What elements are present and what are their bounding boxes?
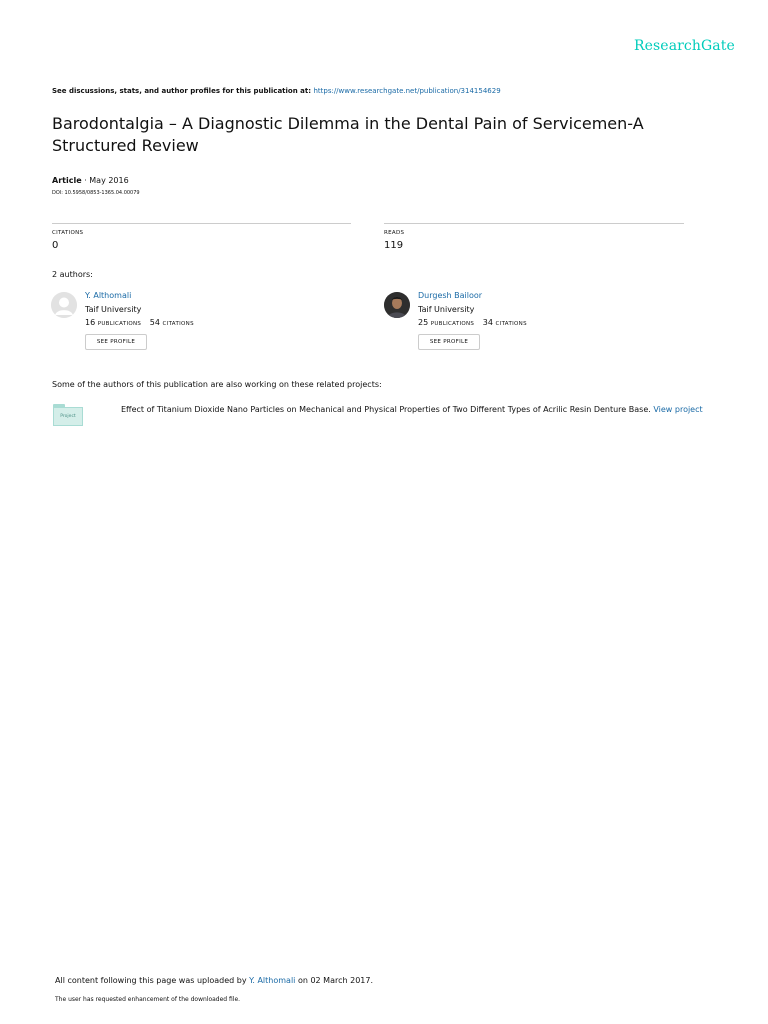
- citations-label: CITATIONS: [495, 321, 527, 327]
- project-folder-icon[interactable]: [53, 404, 83, 426]
- uploader-link[interactable]: Y. Althomali: [249, 976, 296, 985]
- citations-label: CITATIONS: [162, 321, 194, 327]
- publication-url-link[interactable]: https://www.researchgate.net/publication/314154629: [313, 87, 501, 95]
- publication-title: Barodontalgia – A Diagnostic Dilemma in the Dental Pain of Servicemen-A Structured Review: [52, 114, 644, 155]
- upload-prefix: All content following this page was uploaded by: [55, 976, 247, 985]
- author-stats: [85, 318, 194, 327]
- citations-label: CITATIONS: [52, 230, 84, 236]
- author-name-link[interactable]: Y. Althomali: [85, 291, 132, 300]
- article-meta: [52, 176, 129, 185]
- citations-value: 0: [52, 240, 59, 251]
- project-description: [121, 404, 721, 415]
- authors-heading: 2 authors:: [52, 270, 93, 279]
- view-project-link[interactable]: View project: [653, 405, 703, 414]
- citations-divider: [52, 223, 351, 224]
- publications-label: PUBLICATIONS: [430, 321, 475, 327]
- author-name-link[interactable]: Durgesh Bailoor: [418, 291, 483, 300]
- reads-label: READS: [384, 230, 405, 236]
- author-card: [51, 291, 351, 353]
- author-institution: Taif University: [85, 305, 142, 314]
- enhancement-note: The user has requested enhancement of the downloaded file.: [55, 996, 241, 1003]
- article-type: Article: [52, 176, 82, 185]
- citations-count: 34: [482, 318, 493, 327]
- upload-suffix: on 02 March 2017.: [297, 976, 374, 985]
- publications-count: 16: [85, 318, 96, 327]
- publications-count: 25: [418, 318, 429, 327]
- related-projects-heading: Some of the authors of this publication are also working on these related projects:: [52, 380, 382, 389]
- placeholder-avatar-icon[interactable]: [51, 292, 77, 318]
- project-icon-label: Project: [53, 407, 83, 426]
- reads-value: 119: [384, 240, 404, 251]
- doi: DOI: 10.5958/0853-1365.04.00079: [52, 190, 140, 196]
- see-profile-button[interactable]: SEE PROFILE: [85, 334, 147, 350]
- author-stats: [418, 318, 527, 327]
- author-institution: Taif University: [418, 305, 475, 314]
- author-photo[interactable]: [384, 292, 410, 318]
- researchgate-logo[interactable]: ResearchGate: [634, 38, 735, 54]
- article-date: · May 2016: [84, 176, 129, 185]
- upload-note: [55, 976, 373, 985]
- publications-label: PUBLICATIONS: [97, 321, 142, 327]
- discussions-line: [52, 87, 501, 95]
- see-profile-button[interactable]: SEE PROFILE: [418, 334, 480, 350]
- discussions-text: See discussions, stats, and author profiles for this publication at:: [52, 87, 312, 95]
- citations-count: 54: [149, 318, 160, 327]
- author-card: [384, 291, 684, 353]
- project-title: Effect of Titanium Dioxide Nano Particles on Mechanical and Physical Properties of Two Different Types of Acrilic Resin Denture Base.: [121, 405, 651, 414]
- reads-divider: [384, 223, 684, 224]
